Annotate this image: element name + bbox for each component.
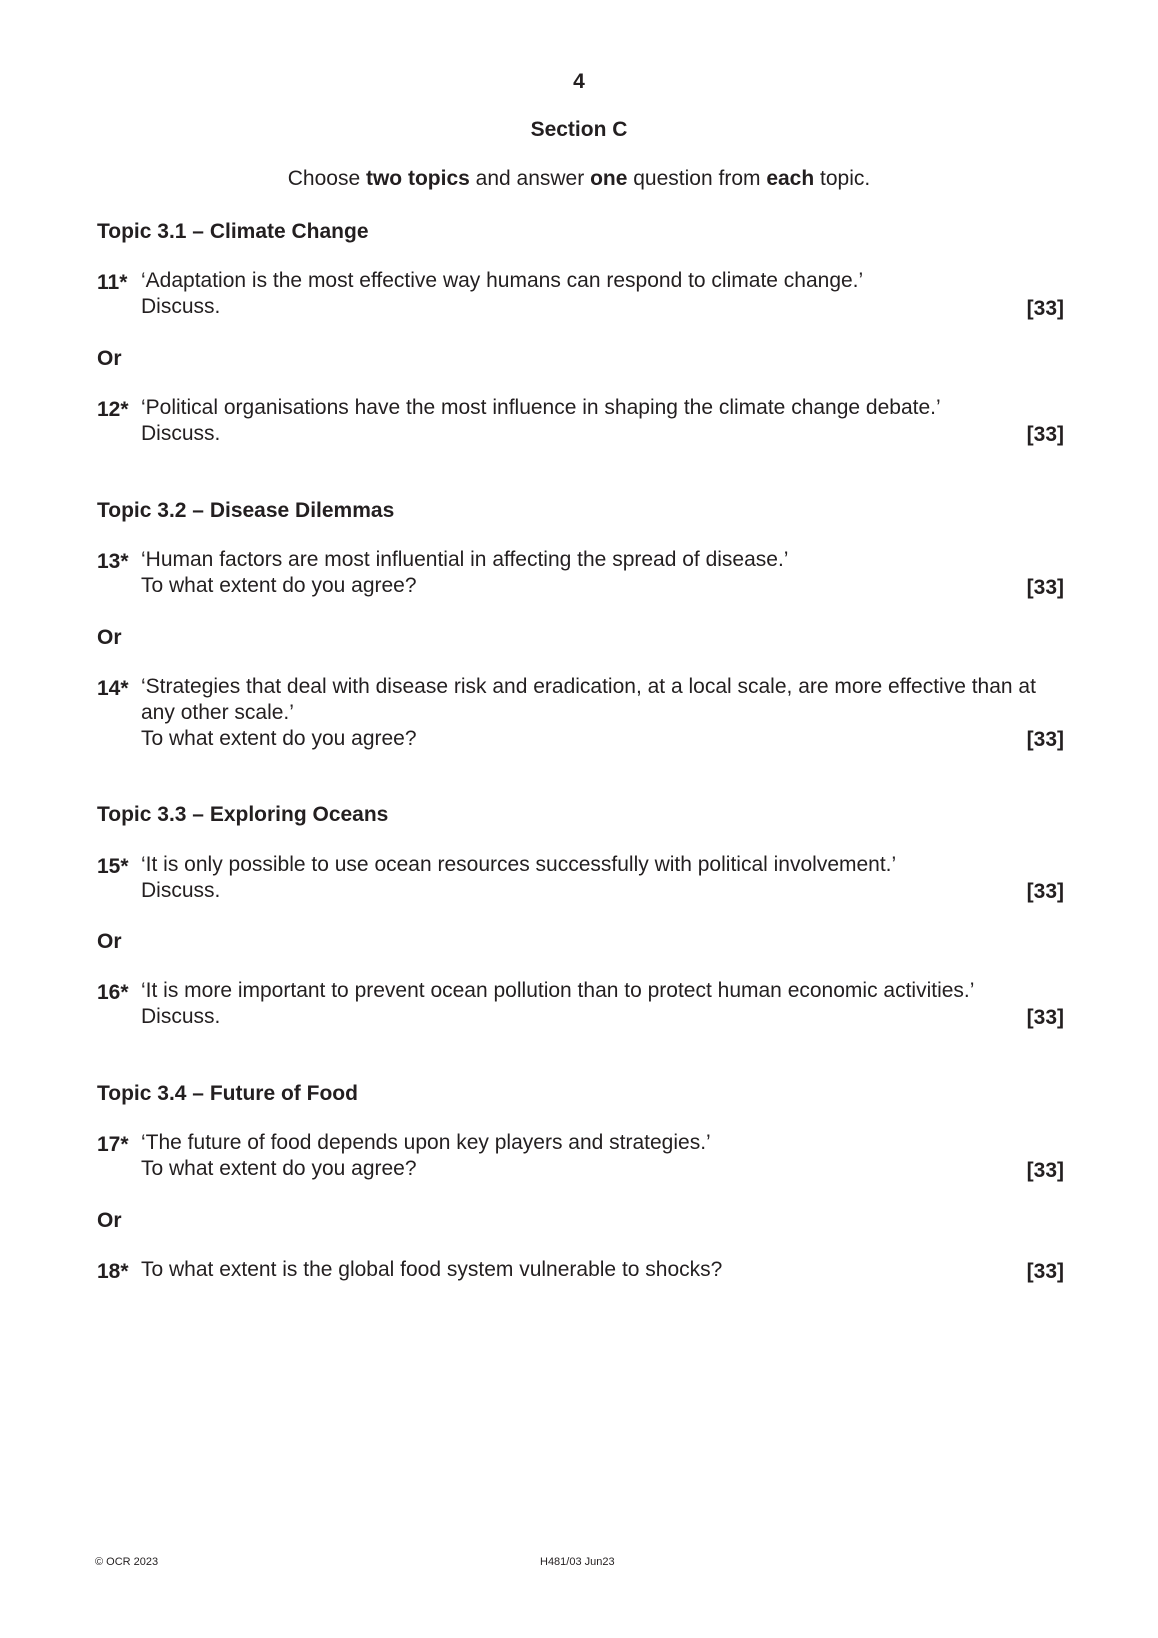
question-number: 18* (97, 1260, 129, 1283)
question-number: 14* (97, 677, 129, 700)
question-line: ‘Human factors are most influential in affecting the spread of disease.’ (141, 548, 789, 571)
question-number: 12* (97, 398, 129, 421)
question-line: ‘It is only possible to use ocean resources successfully with political involvement.’ (141, 853, 897, 876)
topic-heading: Topic 3.4 – Future of Food (97, 1082, 358, 1105)
question-line: To what extent do you agree? (141, 574, 417, 597)
question-text (141, 978, 1061, 1030)
question-number: 15* (97, 855, 129, 878)
topic-heading: Topic 3.2 – Disease Dilemmas (97, 499, 395, 522)
instruction-emphasis: each (766, 167, 815, 190)
question-line: ‘Adaptation is the most effective way humans can respond to climate change.’ (141, 269, 864, 292)
question-line: To what extent do you agree? (141, 1157, 417, 1180)
instruction-emphasis: two topics (365, 167, 470, 190)
question-line: To what extent is the global food system vulnerable to shocks? (141, 1258, 723, 1281)
question-line: ‘Political organisations have the most influence in shaping the climate change debate.’ (141, 396, 941, 419)
or-separator: Or (97, 930, 122, 953)
page-number: 4 (573, 70, 585, 93)
question-text (141, 268, 1061, 320)
question-line: ‘Strategies that deal with disease risk and eradication, at a local scale, are more effective than at (141, 675, 1036, 698)
footer-copyright: © OCR 2023 (95, 1556, 159, 1568)
question-line: Discuss. (141, 879, 221, 902)
question-marks: [33] (1026, 1260, 1064, 1283)
instruction-text: question from (627, 167, 767, 190)
instruction-text: Choose (287, 167, 366, 190)
footer-paper-code: H481/03 Jun23 (540, 1556, 615, 1568)
question-number: 17* (97, 1133, 129, 1156)
question-line: Discuss. (141, 295, 221, 318)
question-line: Discuss. (141, 422, 221, 445)
question-text (141, 547, 1061, 599)
or-separator: Or (97, 626, 122, 649)
question-marks: [33] (1026, 1006, 1064, 1029)
question-marks: [33] (1026, 1159, 1064, 1182)
or-separator: Or (97, 347, 122, 370)
instruction-text: and answer (469, 167, 591, 190)
question-text (141, 395, 1061, 447)
question-text (141, 1257, 1061, 1283)
question-line: ‘The future of food depends upon key players and strategies.’ (141, 1131, 711, 1154)
question-line: Discuss. (141, 1005, 221, 1028)
question-number: 13* (97, 550, 129, 573)
question-marks: [33] (1026, 297, 1064, 320)
question-marks: [33] (1026, 728, 1064, 751)
question-text (141, 674, 1081, 752)
topic-heading: Topic 3.1 – Climate Change (97, 220, 369, 243)
instruction-emphasis: one (590, 167, 628, 190)
question-line: ‘It is more important to prevent ocean pollution than to protect human economic activities.’ (141, 979, 975, 1002)
section-instruction (0, 167, 1158, 191)
question-text (141, 1130, 1061, 1182)
question-text (141, 852, 1061, 904)
instruction-text: topic. (814, 167, 871, 190)
or-separator: Or (97, 1209, 122, 1232)
question-number: 11* (97, 271, 128, 294)
question-number: 16* (97, 981, 129, 1004)
question-marks: [33] (1026, 423, 1064, 446)
topic-heading: Topic 3.3 – Exploring Oceans (97, 803, 389, 826)
question-line: any other scale.’ (141, 701, 294, 724)
section-title: Section C (530, 118, 628, 141)
question-line: To what extent do you agree? (141, 727, 417, 750)
question-marks: [33] (1026, 880, 1064, 903)
question-marks: [33] (1026, 576, 1064, 599)
